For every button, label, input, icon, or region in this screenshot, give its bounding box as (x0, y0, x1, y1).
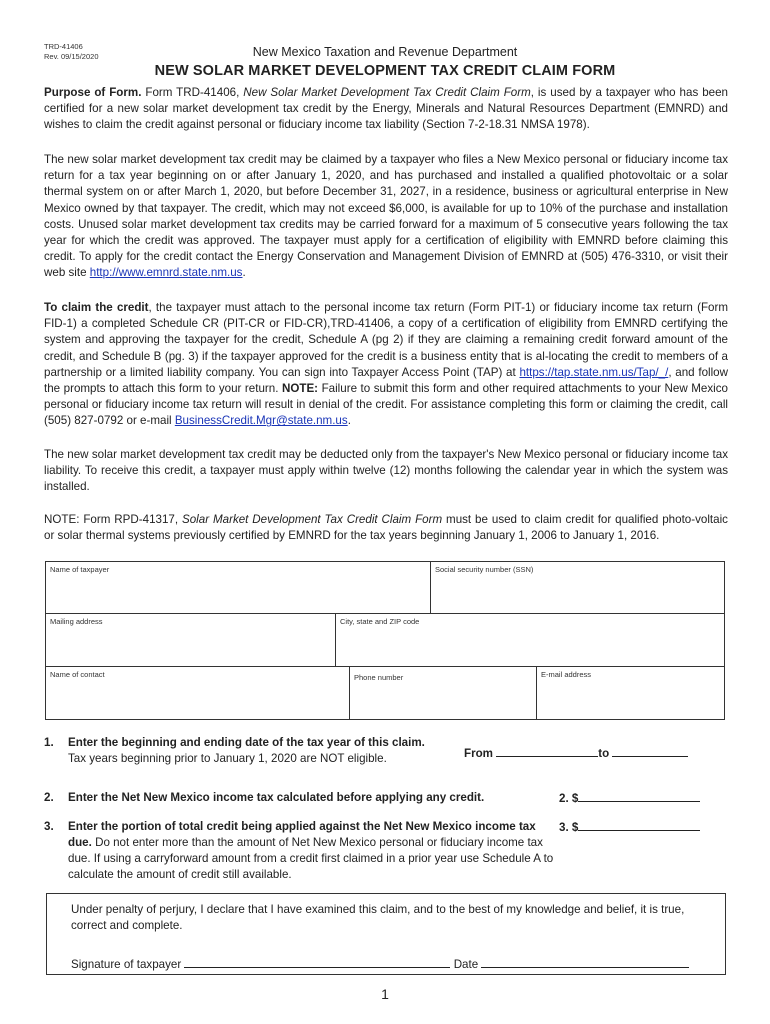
phone-number-label: Phone number (354, 673, 404, 682)
line-3-amount (559, 819, 700, 836)
note-paragraph (44, 512, 728, 544)
deduction-paragraph: The new solar market development tax credit may be deducted only from the taxpayer's New Mexico personal or fiduciary income tax liability. To receive this credit, a taxpayer must apply within twelve (12) months following the calendar year in which the system was installed. (44, 448, 728, 494)
line-3-instruction-b: tax due. (68, 820, 536, 849)
ssn-label: Social security number (SSN) (435, 565, 534, 574)
claim-label: To claim the credit (44, 301, 149, 314)
purpose-label: Purpose of Form. (44, 86, 142, 99)
note-text-a: NOTE: Form RPD-41317, (44, 513, 182, 526)
tap-link[interactable]: https://tap.state.nm.us/Tap/_/ (519, 365, 669, 379)
claim-text-c: Failure to submit this form and other required attachments to your New Mexico personal or fiduciary income tax return will result in denial of the credit. For assistance completing this form or claiming the credit, call (505) 827-0792 or e-mail (44, 382, 728, 428)
line-3-number: 3. (44, 820, 54, 833)
line-1-to-input[interactable] (612, 745, 688, 757)
signature-input[interactable] (184, 956, 450, 968)
contact-name-label: Name of contact (50, 670, 105, 679)
taxpayer-name-field[interactable] (45, 561, 431, 614)
line-1-subtext: Tax years beginning prior to January 1, 2020 are NOT eligible. (68, 752, 387, 765)
line-3-instruction-a: Enter the portion of total credit being applied against the Net New Mexico income (68, 820, 516, 833)
line-3-ref: 3. $ (559, 821, 579, 834)
form-revision: Rev. 09/15/2020 (44, 52, 99, 61)
purpose-text-b: , is used by a taxpayer who has been certified for a new solar market development tax credit by the Energy, Minerals and Natural Resources Department (EMNRD) and wishes to claim the credit against personal or fiduciary income tax liability (Section 7-2-18.31 NMSA 1978). (44, 86, 728, 132)
claim-text-a: , the taxpayer must attach to the personal income tax return (Form PIT-1) or fiduciary income tax return (Form FID-1) a completed Schedule CR (PIT-CR or FID-CR),TRD-41406, a copy of a certification of eligibility from EMNRD certifying the system and approving the taxpayer for the credit, Schedule A (pg 2) if they are claiming a remaining credit forward amount of the credit, and Schedule B (pg. 3) if the taxpayer approved for the credit is a business entity that is al-locating the credit to members of a partnership or a limited liability company. You can sign into Taxpayer Access Point (TAP) at (44, 301, 728, 379)
declaration-box (46, 893, 726, 975)
line-3-text (68, 819, 554, 883)
mailing-address-label: Mailing address (50, 617, 103, 626)
line-2 (44, 790, 734, 808)
line-2-ref: 2. $ (559, 792, 579, 805)
signature-label: Signature of taxpayer (71, 958, 182, 971)
line-1-text (68, 735, 425, 767)
line-1-from-label: From (464, 747, 493, 760)
contact-name-field[interactable] (45, 666, 350, 720)
city-state-zip-field[interactable] (335, 613, 725, 667)
note-text-b: must be used to claim credit for qualified photo-voltaic or solar thermal systems previously certified by EMNRD for the tax years beginning January 1, 2006 to January 1, 2016. (44, 513, 728, 543)
line-2-amount-input[interactable] (578, 790, 700, 802)
taxpayer-name-label: Name of taxpayer (50, 565, 110, 574)
line-1-from-input[interactable] (496, 745, 598, 757)
form-title: NEW SOLAR MARKET DEVELOPMENT TAX CREDIT CLAIM FORM (154, 63, 616, 79)
department-name: New Mexico Taxation and Revenue Department (252, 45, 518, 59)
eligibility-end: . (242, 266, 246, 280)
line-2-number: 2. (44, 791, 54, 804)
purpose-text-a: Form TRD-41406, (141, 86, 244, 99)
ssn-field[interactable] (430, 561, 725, 614)
signature-row (71, 956, 689, 971)
taxpayer-info-grid (45, 561, 725, 720)
phone-number-field[interactable] (349, 666, 537, 720)
purpose-form-name: New Solar Market Development Tax Credit Claim Form (243, 86, 531, 99)
claim-note-label: NOTE: (281, 382, 319, 396)
email-address-field[interactable] (536, 666, 725, 720)
eligibility-paragraph (44, 152, 728, 282)
line-2-text (68, 790, 484, 806)
line-2-instruction: Enter the Net New Mexico income tax calculated before applying any credit. (68, 791, 485, 804)
line-1-number: 1. (44, 736, 54, 749)
eligibility-text: The new solar market development tax credit may be claimed by a taxpayer who files a New Mexico personal or fiduciary income tax return for a tax year beginning on or after January 1, 2020, and has purchased and installed a qualified photovoltaic or a solar thermal system on or after March 1, 2020, but before December 31, 2027, in a residence, business or agricultural enterprise in New Mexico owned by that taxpayer. The credit, which may not exceed $6,000, is available for up to 10% of the purchase and installation costs. Unused solar market development tax credits may be carried forward for a maximum of 5 consecutive years following the tax year for which the credit was approved. The taxpayer must apply for a certification of eligibility with EMNRD before claiming this credit. To apply for the credit contact the Energy Conservation and Management Division of EMNRD at (505) 476-3310, or visit their web site (44, 153, 728, 280)
line-1 (44, 735, 734, 769)
city-state-zip-label: City, state and ZIP code (340, 617, 420, 626)
date-label: Date (453, 958, 479, 971)
line-1-to-label: to (598, 747, 610, 760)
note-form-name: Solar Market Development Tax Credit Claim Form (182, 513, 443, 526)
line-2-amount (559, 790, 700, 807)
page-number: 1 (381, 986, 389, 1002)
claim-end: . (347, 414, 351, 428)
purpose-paragraph (44, 85, 728, 134)
emnrd-website-link[interactable]: http://www.emnrd.state.nm.us (89, 266, 243, 280)
date-input[interactable] (481, 956, 689, 968)
claim-text-b: , and follow the prompts to attach this form to your return. (44, 365, 728, 396)
line-3-instruction-text: Do not enter more than the amount of Net New Mexico personal or fiduciary income tax due. If using a carryforward amount from a credit first claimed in a prior year use Schedule A to calculate the amount of credit still available. (68, 836, 554, 881)
email-link[interactable]: BusinessCredit.Mgr@state.nm.us (174, 414, 348, 428)
line-3-amount-input[interactable] (578, 819, 700, 831)
claim-paragraph (44, 300, 728, 430)
declaration-text: Under penalty of perjury, I declare that I have examined this claim, and to the best of my knowledge and belief, it is true, correct and complete. (71, 903, 685, 932)
email-address-label: E-mail address (541, 670, 592, 679)
line-1-date-range (464, 745, 688, 762)
line-3 (44, 819, 734, 885)
mailing-address-field[interactable] (45, 613, 336, 667)
line-1-instruction: Enter the beginning and ending date of the tax year of this claim. (68, 736, 425, 749)
form-number: TRD-41406 (44, 42, 83, 51)
